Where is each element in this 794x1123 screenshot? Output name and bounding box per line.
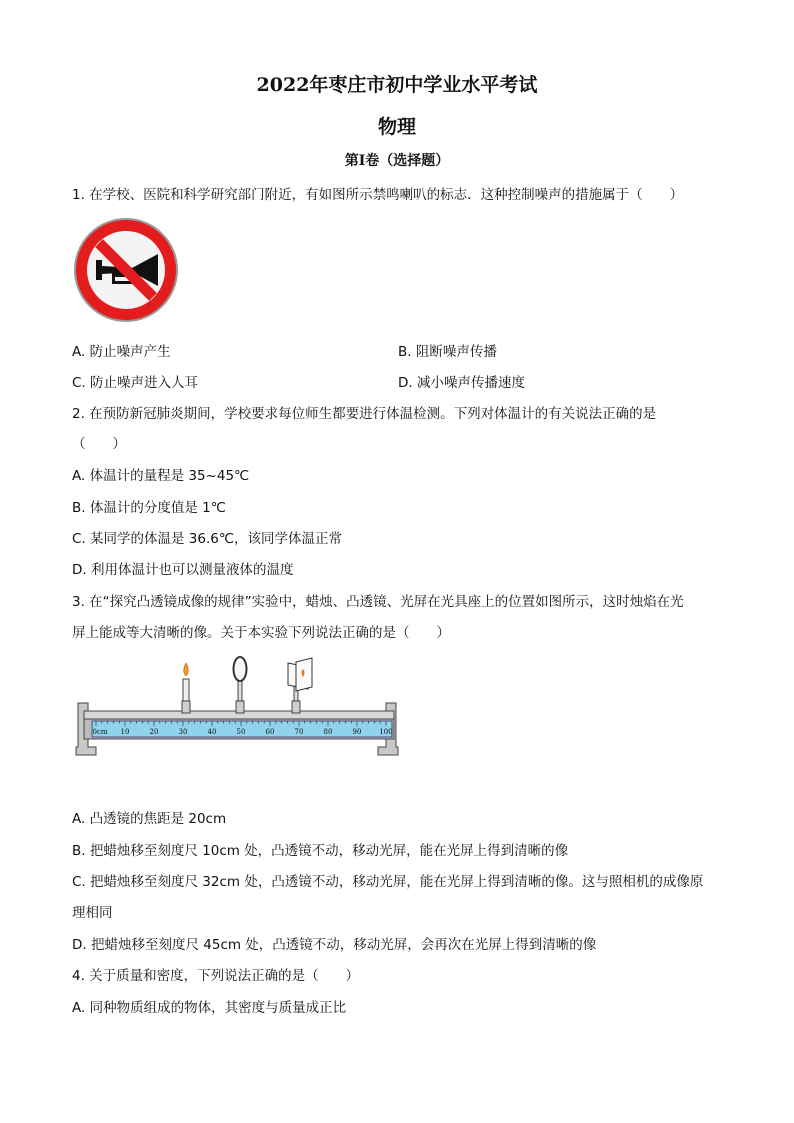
q2-option-d: D. 利用体温计也可以测量液体的温度 [72,562,294,578]
q1-option-a: A. 防止噪声产生 [72,344,171,360]
ruler-tick-label: 70 [294,728,304,736]
q2-option-a: A. 体温计的量程是 35~45℃ [72,468,250,484]
ruler-tick-label: 30 [178,728,188,736]
question-2-stem-line2: （ ） [72,436,126,452]
q3-option-b: B. 把蜡烛移至刻度尺 10cm 处，凸透镜不动，移动光屏，能在光屏上得到清晰的像 [72,843,569,859]
question-3-stem-line2: 屏上能成等大清晰的像。关于本实验下列说法正确的是（ ） [72,625,450,641]
q2-option-c: C. 某同学的体温是 36.6℃，该同学体温正常 [72,531,343,547]
ruler-tick-label: 0cm [92,728,108,736]
q1-option-d: D. 减小噪声传播速度 [398,375,525,391]
q1-option-b: B. 阻断噪声传播 [398,344,497,360]
ruler-tick-label: 40 [207,728,217,736]
q3-option-a: A. 凸透镜的焦距是 20cm [72,811,227,827]
ruler-tick-label: 20 [149,728,159,736]
question-4-stem: 4. 关于质量和密度，下列说法正确的是（ ） [72,968,360,984]
question-2-stem-line1: 2. 在预防新冠肺炎期间，学校要求每位师生都要进行体温检测。下列对体温计的有关说法正确的是 [72,406,657,422]
ruler-tick-label: 100 [379,728,393,736]
q3-option-c: C. 把蜡烛移至刻度尺 32cm 处，凸透镜不动，移动光屏，能在光屏上得到清晰的像。这与照相机的成像原 [72,874,704,890]
q3-option-d: D. 把蜡烛移至刻度尺 45cm 处，凸透镜不动，移动光屏，会再次在光屏上得到清晰的像 [72,937,597,953]
question-3-stem-line1: 3. 在“探究凸透镜成像的规律”实验中，蜡烛、凸透镜、光屏在光具座上的位置如图所示，这时烛焰在光 [72,594,684,610]
section-title: 第I卷（选择题） [344,153,450,169]
ruler-tick-label: 90 [352,728,362,736]
subject-title: 物理 [377,116,416,138]
q3-option-c-continued: 理相同 [72,905,113,921]
optical-bench-figure [72,655,412,765]
q1-option-c: C. 防止噪声进入人耳 [72,375,199,391]
ruler-tick-label: 50 [236,728,246,736]
ruler-tick-label: 60 [265,728,275,736]
exam-title: 2022年枣庄市初中学业水平考试 [256,74,538,96]
ruler-tick-label: 10 [120,728,130,736]
no-horn-sign-icon [72,216,180,324]
ruler-tick-label: 80 [323,728,333,736]
q4-option-a: A. 同种物质组成的物体，其密度与质量成正比 [72,1000,347,1016]
question-1-stem: 1. 在学校、医院和科学研究部门附近，有如图所示禁鸣喇叭的标志．这种控制噪声的措施属于（ ） [72,187,684,203]
q2-option-b: B. 体温计的分度值是 1℃ [72,500,226,516]
